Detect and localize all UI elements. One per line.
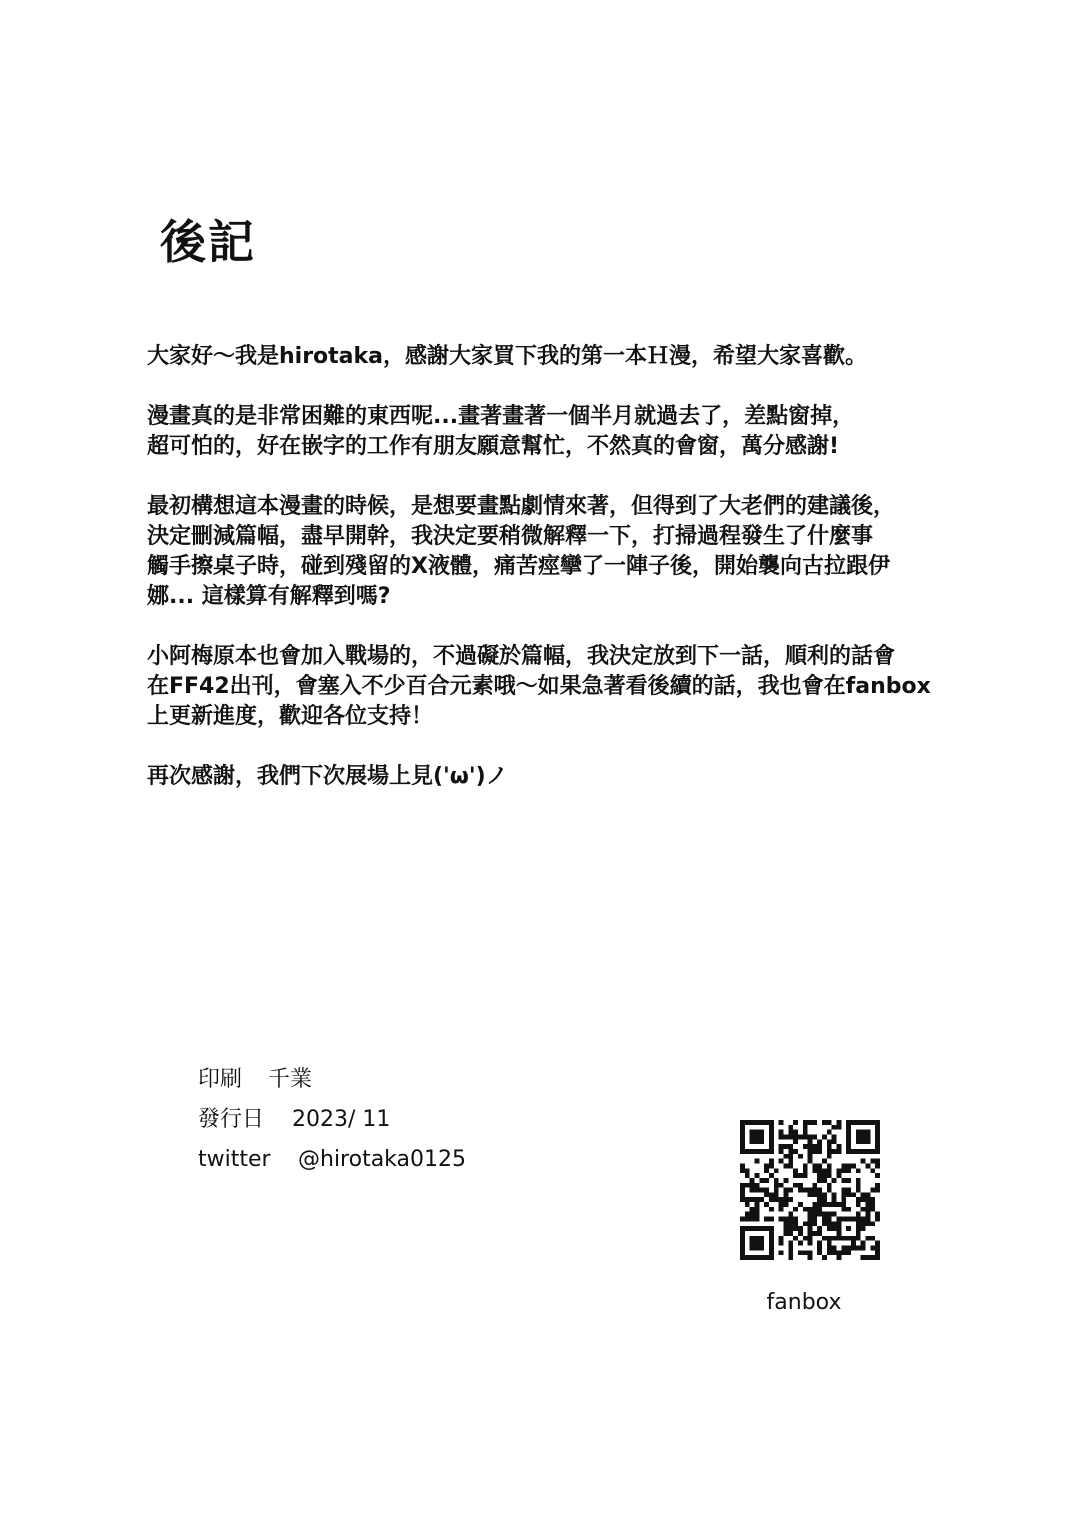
colophon-twitter-row [198,1140,466,1180]
print-value: 千業 [268,1067,313,1092]
qr-code-graphic [740,1120,880,1260]
afterword-body [147,342,1047,822]
colophon-print-row [198,1060,466,1100]
text-line: 大家好～我是hirotaka，感謝大家買下我的第一本Ｈ漫，希望大家喜歡。 [147,344,868,369]
paragraph-closing [147,762,1047,792]
twitter-handle[interactable]: @hirotaka0125 [298,1147,467,1172]
paragraph-greeting [147,342,1047,372]
text-line: 觸手擦桌子時，碰到殘留的X液體，痛苦痙攣了一陣子後，開始襲向古拉跟伊 [147,554,890,579]
paragraph-story [147,492,1047,612]
text-line: 在FF42出刊，會塞入不少百合元素哦～如果急著看後續的話，我也會在fanbox [147,674,931,699]
qr-caption: fanbox [766,1290,842,1315]
paragraph-difficulty [147,402,1047,462]
date-label: 發行日 [198,1107,265,1132]
text-line: 娜... 這樣算有解釋到嗎? [147,584,391,609]
colophon [198,1060,466,1180]
page-title: 後記 [160,215,256,269]
text-line: 決定刪減篇幅，盡早開幹，我決定要稍微解釋一下，打掃過程發生了什麼事 [147,524,874,549]
text-line: 小阿梅原本也會加入戰場的，不過礙於篇幅，我決定放到下一話，順利的話會 [147,644,896,669]
qr-code-icon[interactable] [740,1120,880,1260]
date-value: 2023/ 11 [292,1107,391,1132]
print-label: 印刷 [198,1067,243,1092]
twitter-label: twitter [198,1147,271,1172]
text-line: 漫畫真的是非常困難的東西呢...畫著畫著一個半月就過去了，差點窗掉， [147,404,855,429]
text-line: 上更新進度，歡迎各位支持！ [147,704,434,729]
text-line: 最初構想這本漫畫的時候，是想要畫點劇情來著，但得到了大老們的建議後， [147,494,896,519]
text-line: 超可怕的，好在嵌字的工作有朋友願意幫忙，不然真的會窗，萬分感謝! [147,434,840,459]
paragraph-next [147,642,1047,732]
text-line: 再次感謝，我們下次展場上見('ω')ノ [147,764,508,789]
colophon-date-row [198,1100,466,1140]
